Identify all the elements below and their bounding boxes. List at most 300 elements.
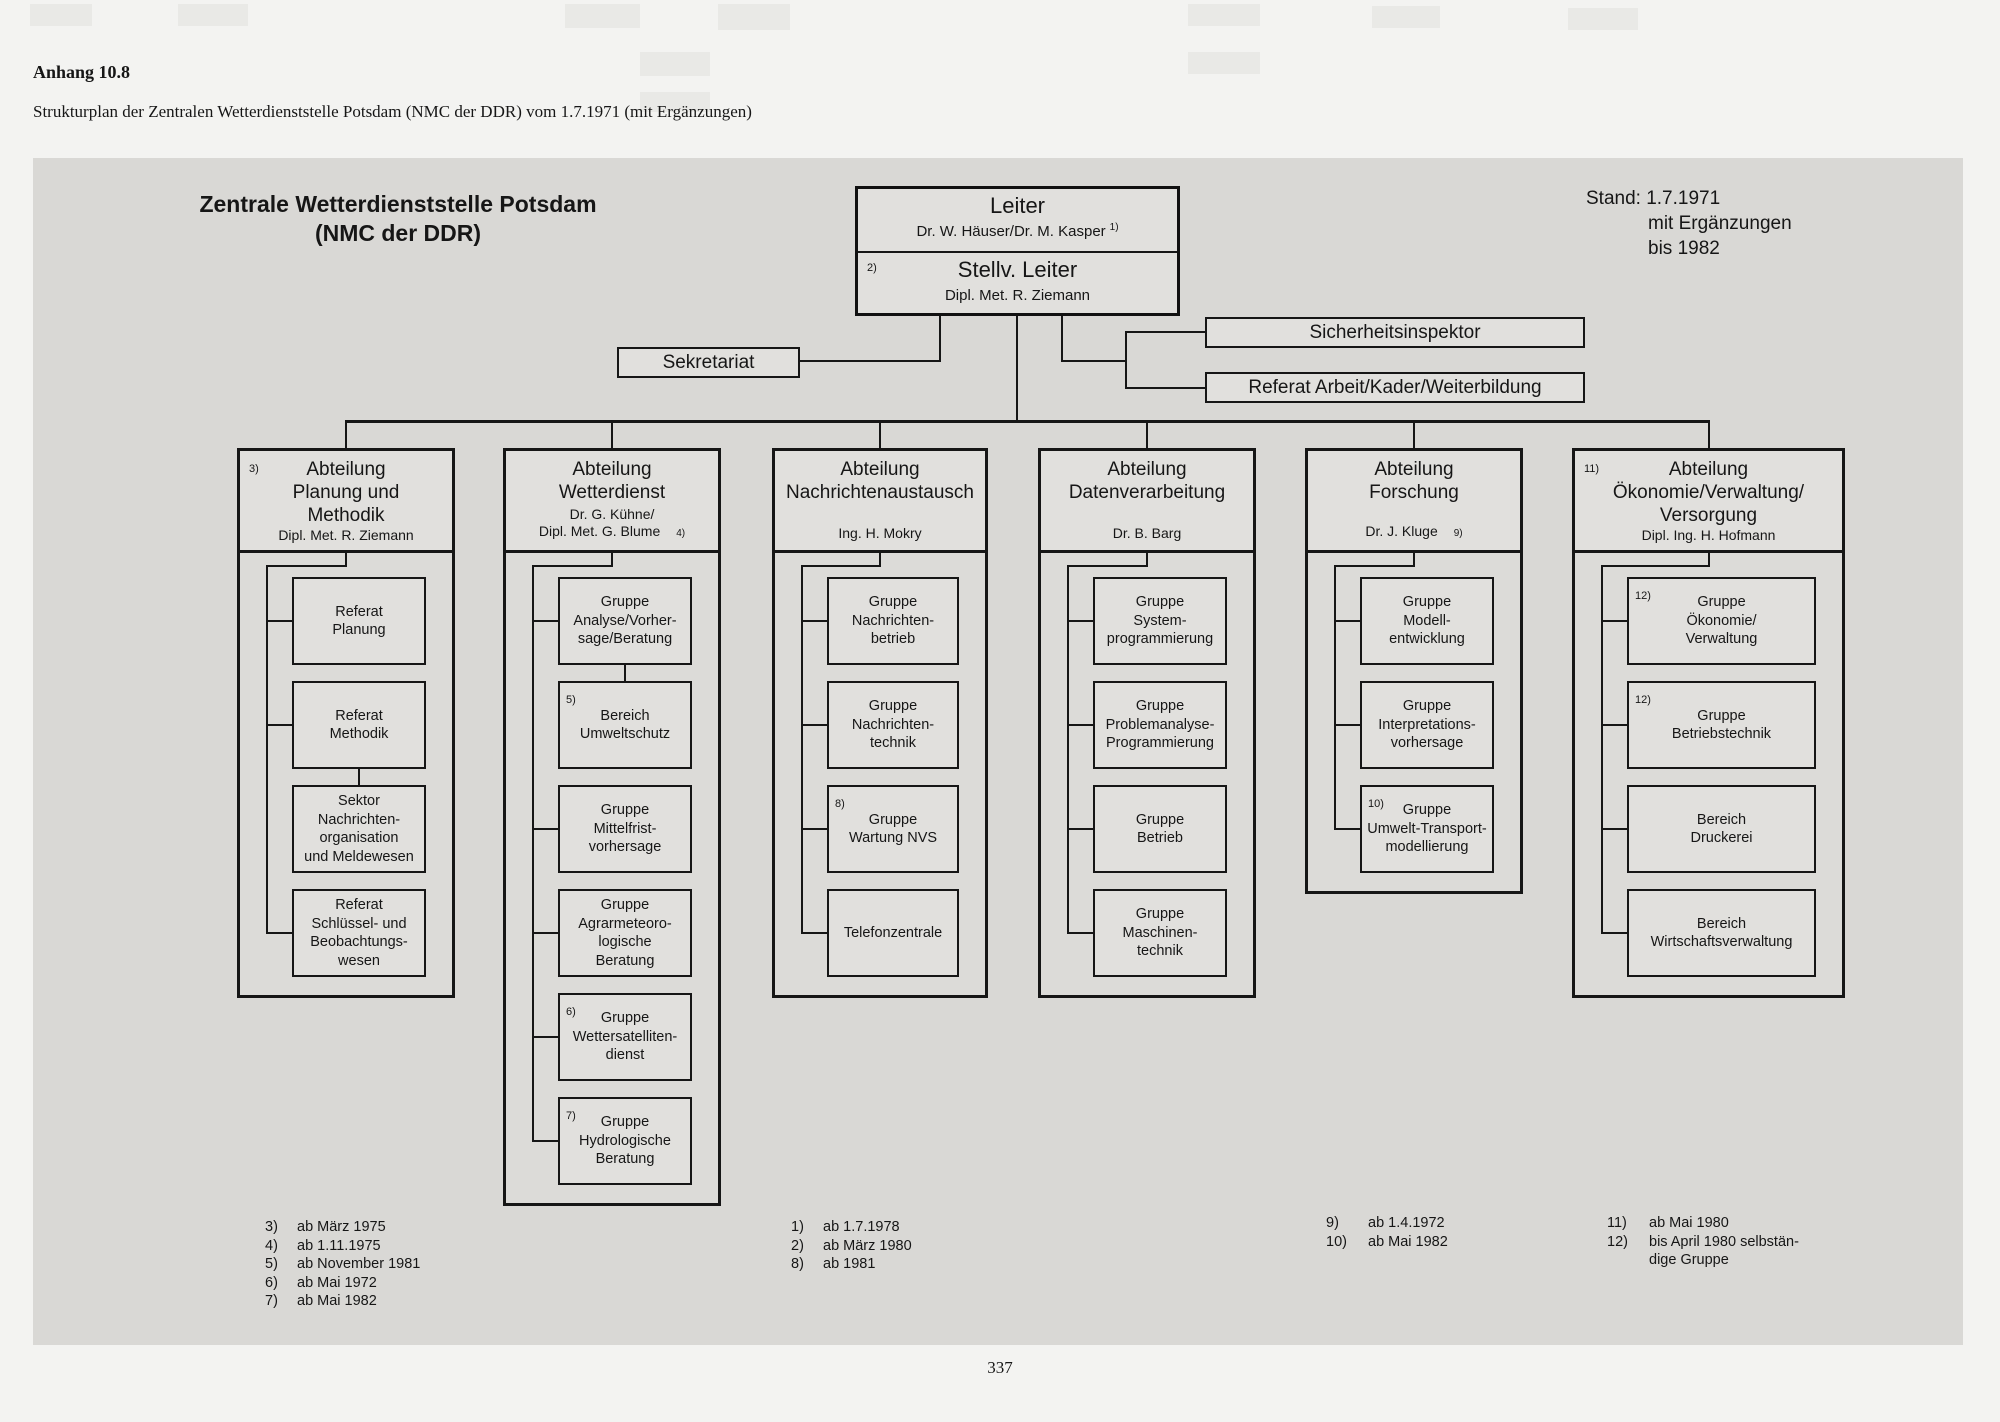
org-unit-box bbox=[827, 889, 959, 977]
org-unit-label bbox=[852, 697, 934, 753]
connector-drop bbox=[879, 420, 881, 448]
connector-bus bbox=[345, 420, 1709, 423]
footnote-marker: 3) bbox=[249, 463, 259, 475]
footnote-text: dige Gruppe bbox=[1649, 1252, 1729, 1268]
connector-stub bbox=[1334, 828, 1360, 830]
org-unit-label bbox=[589, 801, 662, 857]
footnote-row bbox=[791, 1218, 912, 1237]
scan-artifact bbox=[718, 4, 790, 30]
footnote-group-2 bbox=[791, 1218, 912, 1274]
connector-stub bbox=[532, 828, 558, 830]
connector-stub bbox=[1601, 828, 1627, 830]
department-header bbox=[237, 448, 455, 553]
org-unit-label-line: Wirtschaftsverwaltung bbox=[1650, 934, 1793, 950]
org-unit-label bbox=[1367, 801, 1487, 857]
connector-line bbox=[1016, 316, 1018, 423]
footnote-marker: 12) bbox=[1635, 694, 1651, 706]
department-title bbox=[786, 458, 974, 504]
org-unit-label bbox=[1690, 811, 1752, 848]
page-number: 337 bbox=[987, 1358, 1013, 1377]
sekretariat-box bbox=[617, 347, 800, 378]
connector-line bbox=[1125, 331, 1127, 389]
department-head-name-line: Ing. H. Mokry bbox=[838, 525, 922, 541]
department-body bbox=[237, 550, 455, 998]
department-body bbox=[1038, 550, 1256, 998]
connector-stub bbox=[266, 932, 292, 934]
figure-caption: Strukturplan der Zentralen Wetterdienststelle Potsdam (NMC der DDR) vom 1.7.1971 (mit Ergänzungen) bbox=[33, 102, 752, 121]
org-unit-box bbox=[1360, 681, 1494, 769]
footnote-row bbox=[265, 1218, 420, 1237]
footnote-marker: 9) bbox=[1453, 528, 1463, 539]
connector-stub bbox=[1334, 724, 1360, 726]
leiter-name: Dr. W. Häuser/Dr. M. Kasper $^{1)}$ bbox=[916, 222, 1119, 240]
org-unit-box bbox=[1627, 577, 1816, 665]
org-unit-label bbox=[1136, 811, 1184, 848]
connector-stub bbox=[1601, 932, 1627, 934]
org-unit-label-line: Gruppe bbox=[600, 1010, 650, 1027]
org-unit-label bbox=[1378, 697, 1476, 753]
connector-spine bbox=[532, 565, 534, 1142]
connector-stub bbox=[1067, 724, 1093, 726]
footnote-marker: 6) bbox=[566, 1006, 576, 1018]
footnote-row bbox=[1326, 1214, 1448, 1233]
connector-stub bbox=[532, 620, 558, 622]
stellv-leiter-title: Stellv. Leiter bbox=[957, 257, 1078, 282]
connector-line bbox=[266, 565, 346, 567]
connector-line bbox=[801, 565, 880, 567]
footnote-row bbox=[791, 1255, 912, 1274]
footnote-number: 8) bbox=[791, 1256, 804, 1272]
org-unit-label-line: Planung bbox=[332, 622, 386, 638]
org-unit-label bbox=[1389, 593, 1465, 649]
footnote-text: ab Mai 1980 bbox=[1649, 1215, 1729, 1231]
org-unit-label-line: organisation bbox=[319, 830, 399, 846]
footnote-text: ab 1.7.1978 bbox=[823, 1219, 900, 1235]
department-title-line: Abteilung bbox=[572, 459, 652, 480]
connector-stub bbox=[1601, 620, 1627, 622]
connector-stub bbox=[532, 1036, 558, 1038]
org-unit-box bbox=[558, 993, 692, 1081]
org-unit-box bbox=[558, 1097, 692, 1185]
org-unit-label-line: Modell- bbox=[1403, 612, 1451, 629]
stand-line: mit Ergänzungen bbox=[1648, 213, 1792, 234]
org-chart-title bbox=[123, 190, 673, 248]
department-head-name bbox=[278, 527, 413, 544]
sekretariat-label: Sekretariat bbox=[662, 351, 755, 373]
org-unit-box bbox=[292, 889, 426, 977]
footnote-marker: 8) bbox=[835, 798, 845, 810]
org-unit-label-line: Ökonomie/ bbox=[1686, 612, 1757, 629]
org-chart-title-line2: (NMC der DDR) bbox=[314, 220, 482, 246]
footnote-number bbox=[1607, 1251, 1649, 1270]
footnote-row bbox=[1607, 1233, 1799, 1252]
org-unit-label-line: Beratung bbox=[595, 952, 655, 969]
department-head-name bbox=[1113, 525, 1181, 542]
connector-stub bbox=[1067, 620, 1093, 622]
org-unit-label-line: technik bbox=[870, 735, 916, 752]
department-head-name bbox=[1365, 523, 1462, 542]
department-title-line: Versorgung bbox=[1659, 505, 1758, 526]
org-unit-label-line: Referat bbox=[335, 707, 383, 724]
footnote-number: 6) bbox=[265, 1274, 278, 1291]
footnote-number: 9) bbox=[1326, 1215, 1339, 1231]
stand-line: bis 1982 bbox=[1648, 238, 1720, 259]
footnote-marker: 1) bbox=[1109, 222, 1119, 233]
footnote-text: ab März 1980 bbox=[823, 1237, 912, 1254]
org-unit-label-line: Gruppe bbox=[1135, 811, 1185, 828]
org-unit-label-line: Bereich bbox=[1696, 915, 1747, 932]
org-unit-label-line: programmierung bbox=[1106, 631, 1214, 648]
org-unit-label-line: Nachrichten- bbox=[851, 612, 935, 629]
department-header bbox=[1038, 448, 1256, 553]
connector-stub bbox=[1601, 724, 1627, 726]
org-unit-label-line: Umwelt-Transport- bbox=[1367, 820, 1487, 837]
footnote-text: ab 1981 bbox=[823, 1256, 876, 1272]
org-unit-box bbox=[1093, 681, 1227, 769]
connector-line bbox=[1334, 565, 1414, 567]
connector-stub bbox=[532, 932, 558, 934]
org-unit-label-line: Beratung bbox=[595, 1151, 655, 1168]
footnote-group-4 bbox=[1607, 1214, 1799, 1270]
connector-line bbox=[1061, 316, 1063, 362]
connector-drop bbox=[1708, 420, 1710, 448]
footnote-row bbox=[1326, 1233, 1448, 1252]
footnote-marker: 11) bbox=[1584, 463, 1600, 475]
department-title bbox=[559, 458, 665, 504]
footnote-number: 12) bbox=[1607, 1233, 1628, 1250]
org-unit-label-line: Wettersatelliten- bbox=[572, 1028, 678, 1045]
department-body bbox=[503, 550, 721, 1206]
org-unit-label-line: und Meldewesen bbox=[304, 848, 414, 865]
scan-artifact bbox=[178, 4, 248, 26]
connector-drop bbox=[1146, 420, 1148, 448]
department-title-line: Abteilung bbox=[306, 459, 386, 480]
footnote-group-1 bbox=[265, 1218, 420, 1311]
org-unit-label-line: Bereich bbox=[1696, 811, 1747, 828]
connector-stub bbox=[801, 828, 827, 830]
connector-line bbox=[800, 360, 941, 362]
department-header bbox=[772, 448, 988, 553]
org-unit-box bbox=[558, 577, 692, 665]
footnote-number: 5) bbox=[265, 1256, 278, 1272]
org-unit-label bbox=[1106, 697, 1215, 753]
connector-stub bbox=[532, 1140, 558, 1142]
scan-artifact bbox=[1188, 52, 1260, 74]
stellv-leiter-name: Dipl. Met. R. Ziemann bbox=[944, 287, 1091, 304]
org-unit-label-line: sage/Beratung bbox=[577, 631, 673, 648]
department-head-name bbox=[838, 525, 921, 542]
footnote-text: ab März 1975 bbox=[297, 1219, 386, 1235]
footnote-number: 4) bbox=[265, 1237, 278, 1254]
department-head-name bbox=[539, 506, 685, 542]
footnote-marker: 10) bbox=[1368, 798, 1384, 810]
connector-stub bbox=[801, 620, 827, 622]
footnote-marker: 2) bbox=[867, 262, 877, 274]
org-unit-label-line: Betriebstechnik bbox=[1671, 726, 1772, 742]
connector-line bbox=[1125, 387, 1205, 389]
department-title-line: Forschung bbox=[1369, 482, 1459, 503]
org-unit-label-line: Referat bbox=[335, 897, 383, 913]
org-unit-label-line: Programmierung bbox=[1106, 735, 1214, 752]
footnote-text: ab Mai 1982 bbox=[1368, 1233, 1448, 1250]
org-unit-label bbox=[1651, 915, 1793, 952]
connector-spine bbox=[801, 565, 803, 934]
footnote-text: ab November 1981 bbox=[297, 1256, 421, 1272]
department-title bbox=[1369, 458, 1459, 504]
department-title-line: Planung und bbox=[292, 482, 400, 503]
footnote-text: ab Mai 1972 bbox=[297, 1274, 377, 1291]
org-unit-label-line: Umweltschutz bbox=[579, 726, 671, 742]
org-unit-box bbox=[1093, 577, 1227, 665]
department-title-line: Methodik bbox=[307, 505, 385, 526]
connector-stub bbox=[1334, 620, 1360, 622]
org-unit-label bbox=[310, 896, 408, 970]
org-unit-label bbox=[1123, 905, 1198, 961]
footnote-row bbox=[265, 1292, 420, 1311]
department-head-name-line: Dipl. Met. G. Blume 4) bbox=[538, 523, 686, 539]
connector-drop bbox=[1413, 420, 1415, 448]
referat-arbeit-box bbox=[1205, 372, 1585, 403]
org-unit-label bbox=[1672, 707, 1771, 744]
leiter-title: Leiter bbox=[989, 193, 1046, 218]
org-unit-label-line: Gruppe bbox=[600, 802, 650, 819]
department-head-name-line: Dr. B. Barg bbox=[1112, 525, 1182, 541]
connector-spine bbox=[266, 565, 268, 934]
department-title-line: Wetterdienst bbox=[558, 482, 666, 503]
connector-attach bbox=[624, 665, 626, 681]
org-unit-label-line: technik bbox=[1137, 943, 1183, 960]
org-unit-label-line: Gruppe bbox=[600, 897, 650, 913]
org-unit-label-line: Telefonzentrale bbox=[843, 924, 943, 941]
sicherheitsinspektor-label: Sicherheitsinspektor bbox=[1309, 321, 1481, 343]
org-chart-title-line1: Zentrale Wetterdienststelle Potsdam bbox=[199, 191, 597, 217]
department-head-name-line: Dipl. Met. R. Ziemann bbox=[278, 527, 414, 543]
org-unit-label-line: Gruppe bbox=[1135, 906, 1185, 923]
department-title-line: Abteilung bbox=[1107, 459, 1187, 480]
org-unit-label-line: vorhersage bbox=[1390, 735, 1464, 752]
leiter-box bbox=[855, 186, 1180, 316]
org-unit-box bbox=[1093, 889, 1227, 977]
org-unit-label-line: Gruppe bbox=[868, 594, 918, 611]
org-unit-label-line: Beobachtungs- bbox=[310, 934, 408, 950]
connector-line bbox=[1601, 565, 1709, 567]
scan-artifact bbox=[30, 4, 92, 26]
department-head-name-line: Dr. G. Kühne/ bbox=[569, 506, 655, 522]
org-unit-box bbox=[558, 681, 692, 769]
org-unit-label-line: Verwaltung bbox=[1685, 631, 1758, 648]
org-unit-label-line: Gruppe bbox=[1135, 698, 1185, 715]
footnote-row bbox=[1607, 1214, 1799, 1233]
department-body bbox=[1572, 550, 1845, 998]
org-unit-label-line: Gruppe bbox=[1135, 594, 1185, 611]
connector-line bbox=[1061, 360, 1127, 362]
department-body bbox=[1305, 550, 1523, 894]
org-unit-label bbox=[852, 593, 934, 649]
org-unit-box bbox=[1093, 785, 1227, 873]
org-unit-label-line: Gruppe bbox=[1402, 802, 1452, 819]
org-unit-label-line: Hydrologische bbox=[579, 1132, 671, 1149]
footnote-text: ab 1.4.1972 bbox=[1368, 1215, 1445, 1231]
org-unit-label-line: Gruppe bbox=[1697, 707, 1746, 724]
footnote-marker: 7) bbox=[566, 1110, 576, 1122]
org-unit-box bbox=[292, 577, 426, 665]
footnote-row bbox=[265, 1274, 420, 1293]
org-unit-label-line: Problemanalyse- bbox=[1105, 716, 1215, 733]
org-unit-label-line: Methodik bbox=[329, 726, 389, 742]
org-unit-label-line: Referat bbox=[335, 603, 383, 620]
department-head-name bbox=[1642, 527, 1776, 544]
scan-artifact bbox=[565, 4, 640, 28]
footnote-marker: 12) bbox=[1635, 590, 1651, 602]
org-unit-label-line: Schlüssel- und bbox=[311, 915, 407, 932]
org-unit-label-line: Gruppe bbox=[868, 698, 918, 715]
org-unit-label-line: Nachrichten- bbox=[317, 811, 401, 828]
org-unit-box bbox=[558, 785, 692, 873]
org-unit-box bbox=[1627, 681, 1816, 769]
footnote-row bbox=[791, 1237, 912, 1256]
org-unit-label bbox=[332, 603, 385, 640]
org-unit-label bbox=[844, 924, 942, 943]
connector-stub bbox=[1067, 932, 1093, 934]
org-unit-label bbox=[1107, 593, 1213, 649]
connector-line bbox=[532, 565, 612, 567]
org-unit-label-line: Gruppe bbox=[868, 811, 918, 828]
org-unit-label-line: Betrieb bbox=[1137, 830, 1183, 846]
footnote-group-3 bbox=[1326, 1214, 1448, 1251]
sicherheitsinspektor-box bbox=[1205, 317, 1585, 348]
org-unit-label bbox=[330, 707, 389, 744]
department-title-line: Abteilung bbox=[840, 459, 920, 480]
referat-arbeit-label: Referat Arbeit/Kader/Weiterbildung bbox=[1248, 376, 1542, 398]
footnote-row bbox=[1607, 1251, 1799, 1270]
leiter-section bbox=[858, 189, 1177, 253]
org-unit-label-line: wesen bbox=[338, 952, 380, 969]
footnote-text: ab Mai 1982 bbox=[297, 1293, 377, 1309]
org-unit-label-line: Agrarmeteoro- bbox=[578, 915, 672, 932]
org-unit-box bbox=[1627, 785, 1816, 873]
org-unit-box bbox=[827, 577, 959, 665]
scan-artifact bbox=[640, 52, 710, 76]
department-title-line: Datenverarbeitung bbox=[1068, 482, 1226, 503]
chart-panel bbox=[33, 158, 1963, 1345]
org-unit-label-line: Gruppe bbox=[1697, 594, 1746, 611]
org-unit-label-line: Wartung NVS bbox=[848, 830, 938, 846]
org-unit-label-line: Interpretations- bbox=[1378, 716, 1476, 733]
scan-artifact bbox=[1188, 4, 1260, 26]
connector-drop bbox=[611, 420, 613, 448]
footnote-number: 7) bbox=[265, 1293, 278, 1309]
department-head-name-line: Dipl. Ing. H. Hofmann bbox=[1641, 527, 1776, 543]
org-unit-label-line: Mittelfrist- bbox=[593, 820, 657, 837]
org-unit-label bbox=[578, 896, 671, 970]
org-unit-label-line: Gruppe bbox=[1402, 698, 1452, 715]
org-unit-box bbox=[1360, 577, 1494, 665]
org-unit-label bbox=[849, 811, 937, 848]
org-unit-label-line: Druckerei bbox=[1690, 830, 1753, 846]
org-unit-label-line: System- bbox=[1133, 612, 1187, 629]
stellv-leiter-section bbox=[858, 253, 1177, 313]
footnote-number: 11) bbox=[1607, 1215, 1627, 1231]
org-unit-label bbox=[573, 1009, 678, 1065]
department-title bbox=[1613, 458, 1804, 527]
org-unit-label-line: Nachrichten- bbox=[851, 716, 935, 733]
org-unit-label-line: logische bbox=[598, 934, 652, 950]
connector-spine bbox=[1601, 565, 1603, 934]
org-unit-label-line: Analyse/Vorher- bbox=[573, 612, 677, 629]
department-title-line: Abteilung bbox=[1374, 459, 1454, 480]
footnote-number: 10) bbox=[1326, 1233, 1347, 1250]
scan-artifact bbox=[1372, 6, 1440, 28]
department-header bbox=[1305, 448, 1523, 553]
org-unit-label-line: Bereich bbox=[600, 707, 650, 724]
status-date-note bbox=[1586, 186, 1792, 261]
org-unit-label-line: Gruppe bbox=[1402, 594, 1452, 611]
connector-stub bbox=[266, 724, 292, 726]
connector-drop bbox=[345, 420, 347, 448]
org-unit-box bbox=[558, 889, 692, 977]
connector-line bbox=[939, 316, 941, 362]
footnote-row bbox=[265, 1255, 420, 1274]
org-unit-box bbox=[827, 785, 959, 873]
department-title-line: Nachrichtenaustausch bbox=[786, 482, 974, 503]
connector-stub bbox=[1067, 828, 1093, 830]
footnote-number: 1) bbox=[791, 1219, 804, 1235]
connector-stub bbox=[801, 932, 827, 934]
org-unit-label bbox=[304, 792, 414, 866]
org-unit-label bbox=[579, 1113, 671, 1169]
org-unit-box bbox=[1627, 889, 1816, 977]
org-unit-box bbox=[1360, 785, 1494, 873]
footnote-marker: 5) bbox=[566, 694, 576, 706]
annex-heading: Anhang 10.8 bbox=[33, 62, 131, 82]
connector-line bbox=[1067, 565, 1147, 567]
org-unit-label bbox=[580, 707, 670, 744]
org-unit-label-line: dienst bbox=[605, 1047, 645, 1064]
department-head-name-line: Dr. J. Kluge 9) bbox=[1365, 523, 1463, 539]
footnote-marker: 4) bbox=[676, 528, 686, 539]
department-header bbox=[1572, 448, 1845, 553]
org-unit-label-line: modellierung bbox=[1385, 839, 1469, 856]
department-header bbox=[503, 448, 721, 553]
org-unit-label-line: Gruppe bbox=[600, 594, 650, 611]
stand-line: Stand: 1.7.1971 bbox=[1586, 188, 1721, 209]
org-unit-label bbox=[573, 593, 676, 649]
connector-line bbox=[1125, 331, 1205, 333]
connector-stub bbox=[266, 620, 292, 622]
footnote-number: 3) bbox=[265, 1219, 278, 1235]
footnote-number: 2) bbox=[791, 1237, 804, 1254]
department-title bbox=[1069, 458, 1225, 504]
org-unit-label-line: Gruppe bbox=[600, 1114, 650, 1131]
connector-stub bbox=[801, 724, 827, 726]
org-unit-label-line: vorhersage bbox=[588, 839, 662, 856]
department-title bbox=[293, 458, 400, 527]
department-title-line: Ökonomie/Verwaltung/ bbox=[1612, 482, 1805, 503]
connector-spine bbox=[1067, 565, 1069, 934]
footnote-text: bis April 1980 selbstän- bbox=[1649, 1233, 1799, 1250]
org-unit-box bbox=[827, 681, 959, 769]
connector-spine bbox=[1334, 565, 1336, 830]
connector-attach bbox=[358, 769, 360, 785]
department-title-line: Abteilung bbox=[1668, 459, 1749, 480]
org-unit-box bbox=[292, 681, 426, 769]
org-unit-box bbox=[292, 785, 426, 873]
department-body bbox=[772, 550, 988, 998]
org-unit-label-line: betrieb bbox=[870, 631, 916, 648]
org-unit-label bbox=[1686, 593, 1758, 649]
scan-artifact bbox=[1568, 8, 1638, 30]
footnote-row bbox=[265, 1237, 420, 1256]
